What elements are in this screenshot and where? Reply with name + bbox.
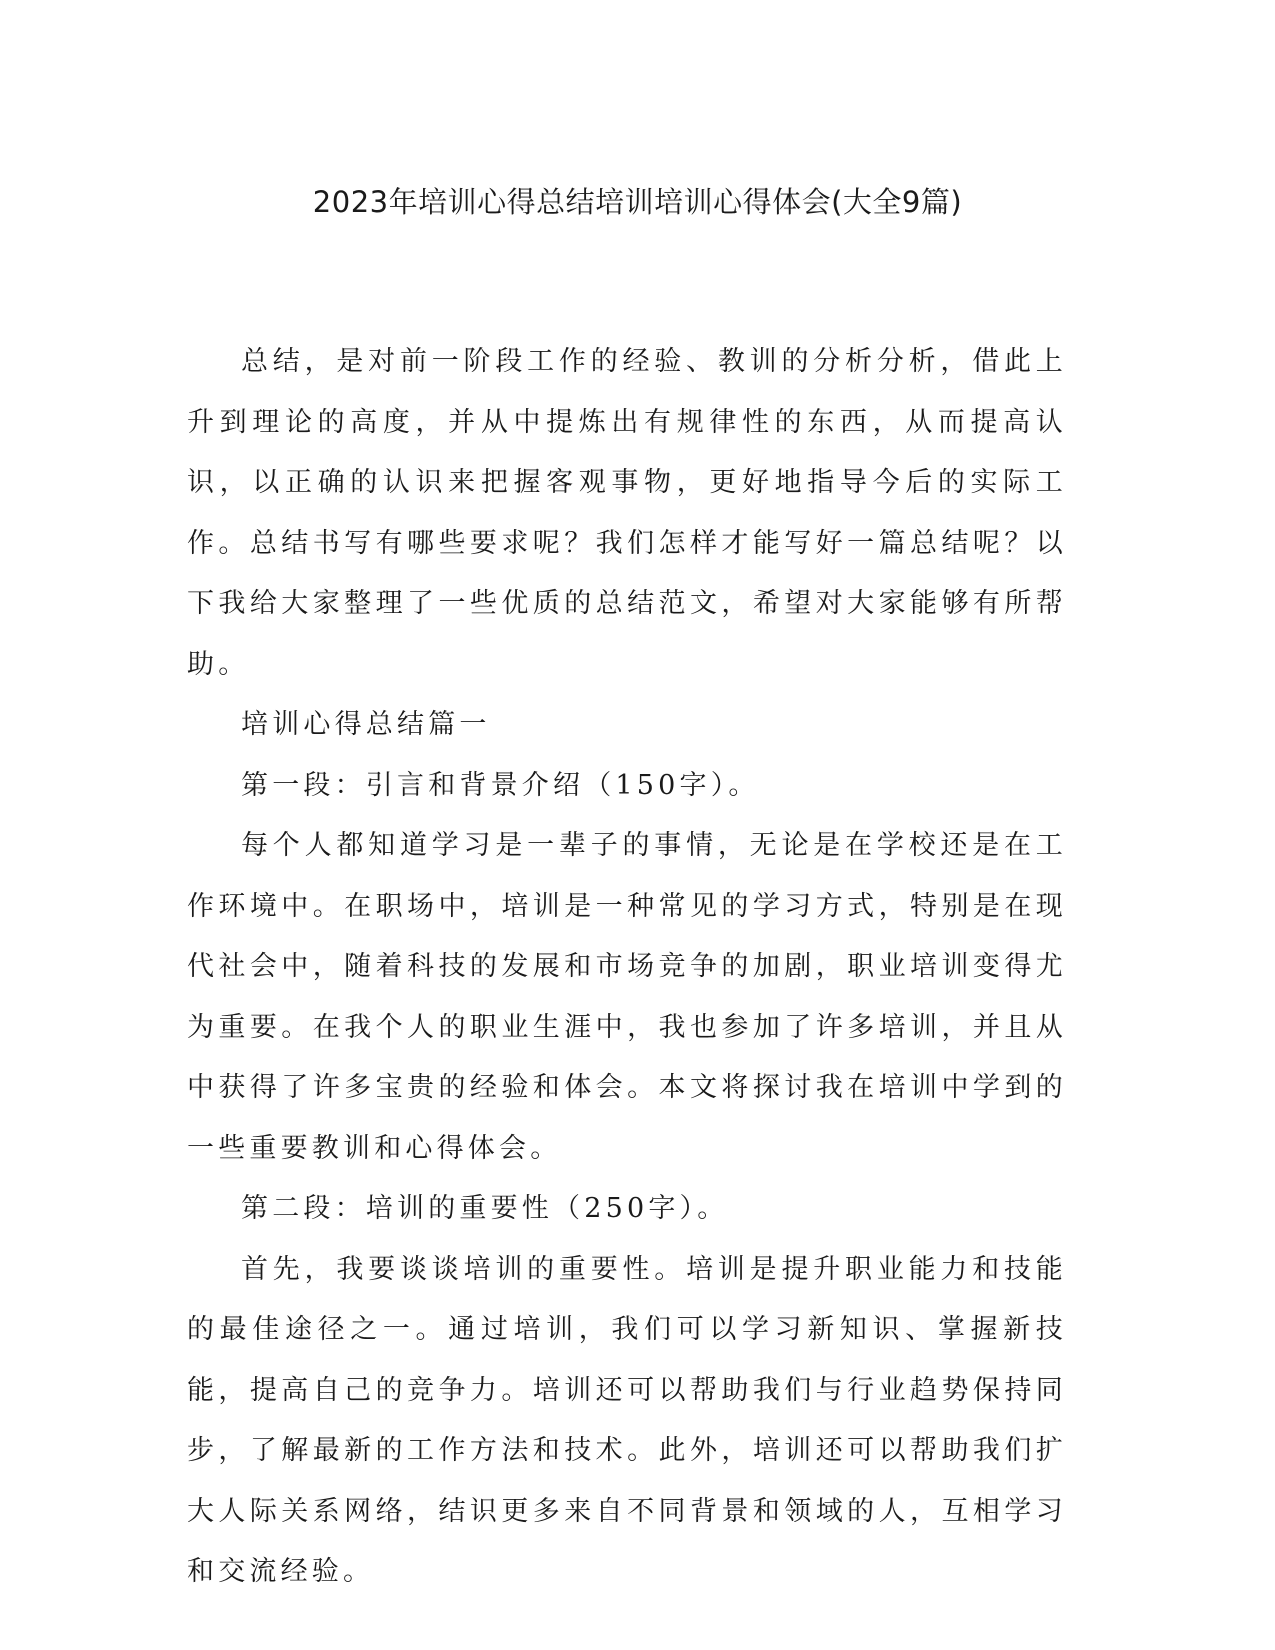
- subsection-heading: 第一段：引言和背景介绍（150字）。: [241, 769, 760, 801]
- body-paragraph: 首先，我要谈谈培训的重要性。培训是提升职业能力和技能的最佳途径之一。通过培训，我们可以学习新知识、掌握新技能，提高自己的竞争力。培训还可以帮助我们与行业趋势保持同步，了解最新的工作方法和技术。此外，培训还可以帮助我们扩大人际关系网络，结识更多来自不同背景和领域的人，互相学习和交流经验。: [187, 1253, 1067, 1587]
- document-body: [187, 332, 1067, 1603]
- section-heading: 培训心得总结篇一: [241, 709, 491, 740]
- intro-paragraph: 总结，是对前一阶段工作的经验、教训的分析分析，借此上升到理论的高度，并从中提炼出有规律性的东西，从而提高认识，以正确的认识来把握客观事物，更好地指导今后的实际工作。总结书写有哪些要求呢？我们怎样才能写好一篇总结呢？以下我给大家整理了一些优质的总结范文，希望对大家能够有所帮助。: [187, 346, 1067, 680]
- document-title: 2023年培训心得总结培训培训心得体会(大全9篇): [312, 185, 963, 219]
- subsection-heading: 第二段：培训的重要性（250字）。: [241, 1193, 729, 1224]
- body-paragraph: 每个人都知道学习是一辈子的事情，无论是在学校还是在工作环境中。在职场中，培训是一种常见的学习方式，特别是在现代社会中，随着科技的发展和市场竞争的加剧，职业培训变得尤为重要。在我个人的职业生涯中，我也参加了许多培训，并且从中获得了许多宝贵的经验和体会。本文将探讨我在培训中学到的一些重要教训和心得体会。: [187, 830, 1067, 1164]
